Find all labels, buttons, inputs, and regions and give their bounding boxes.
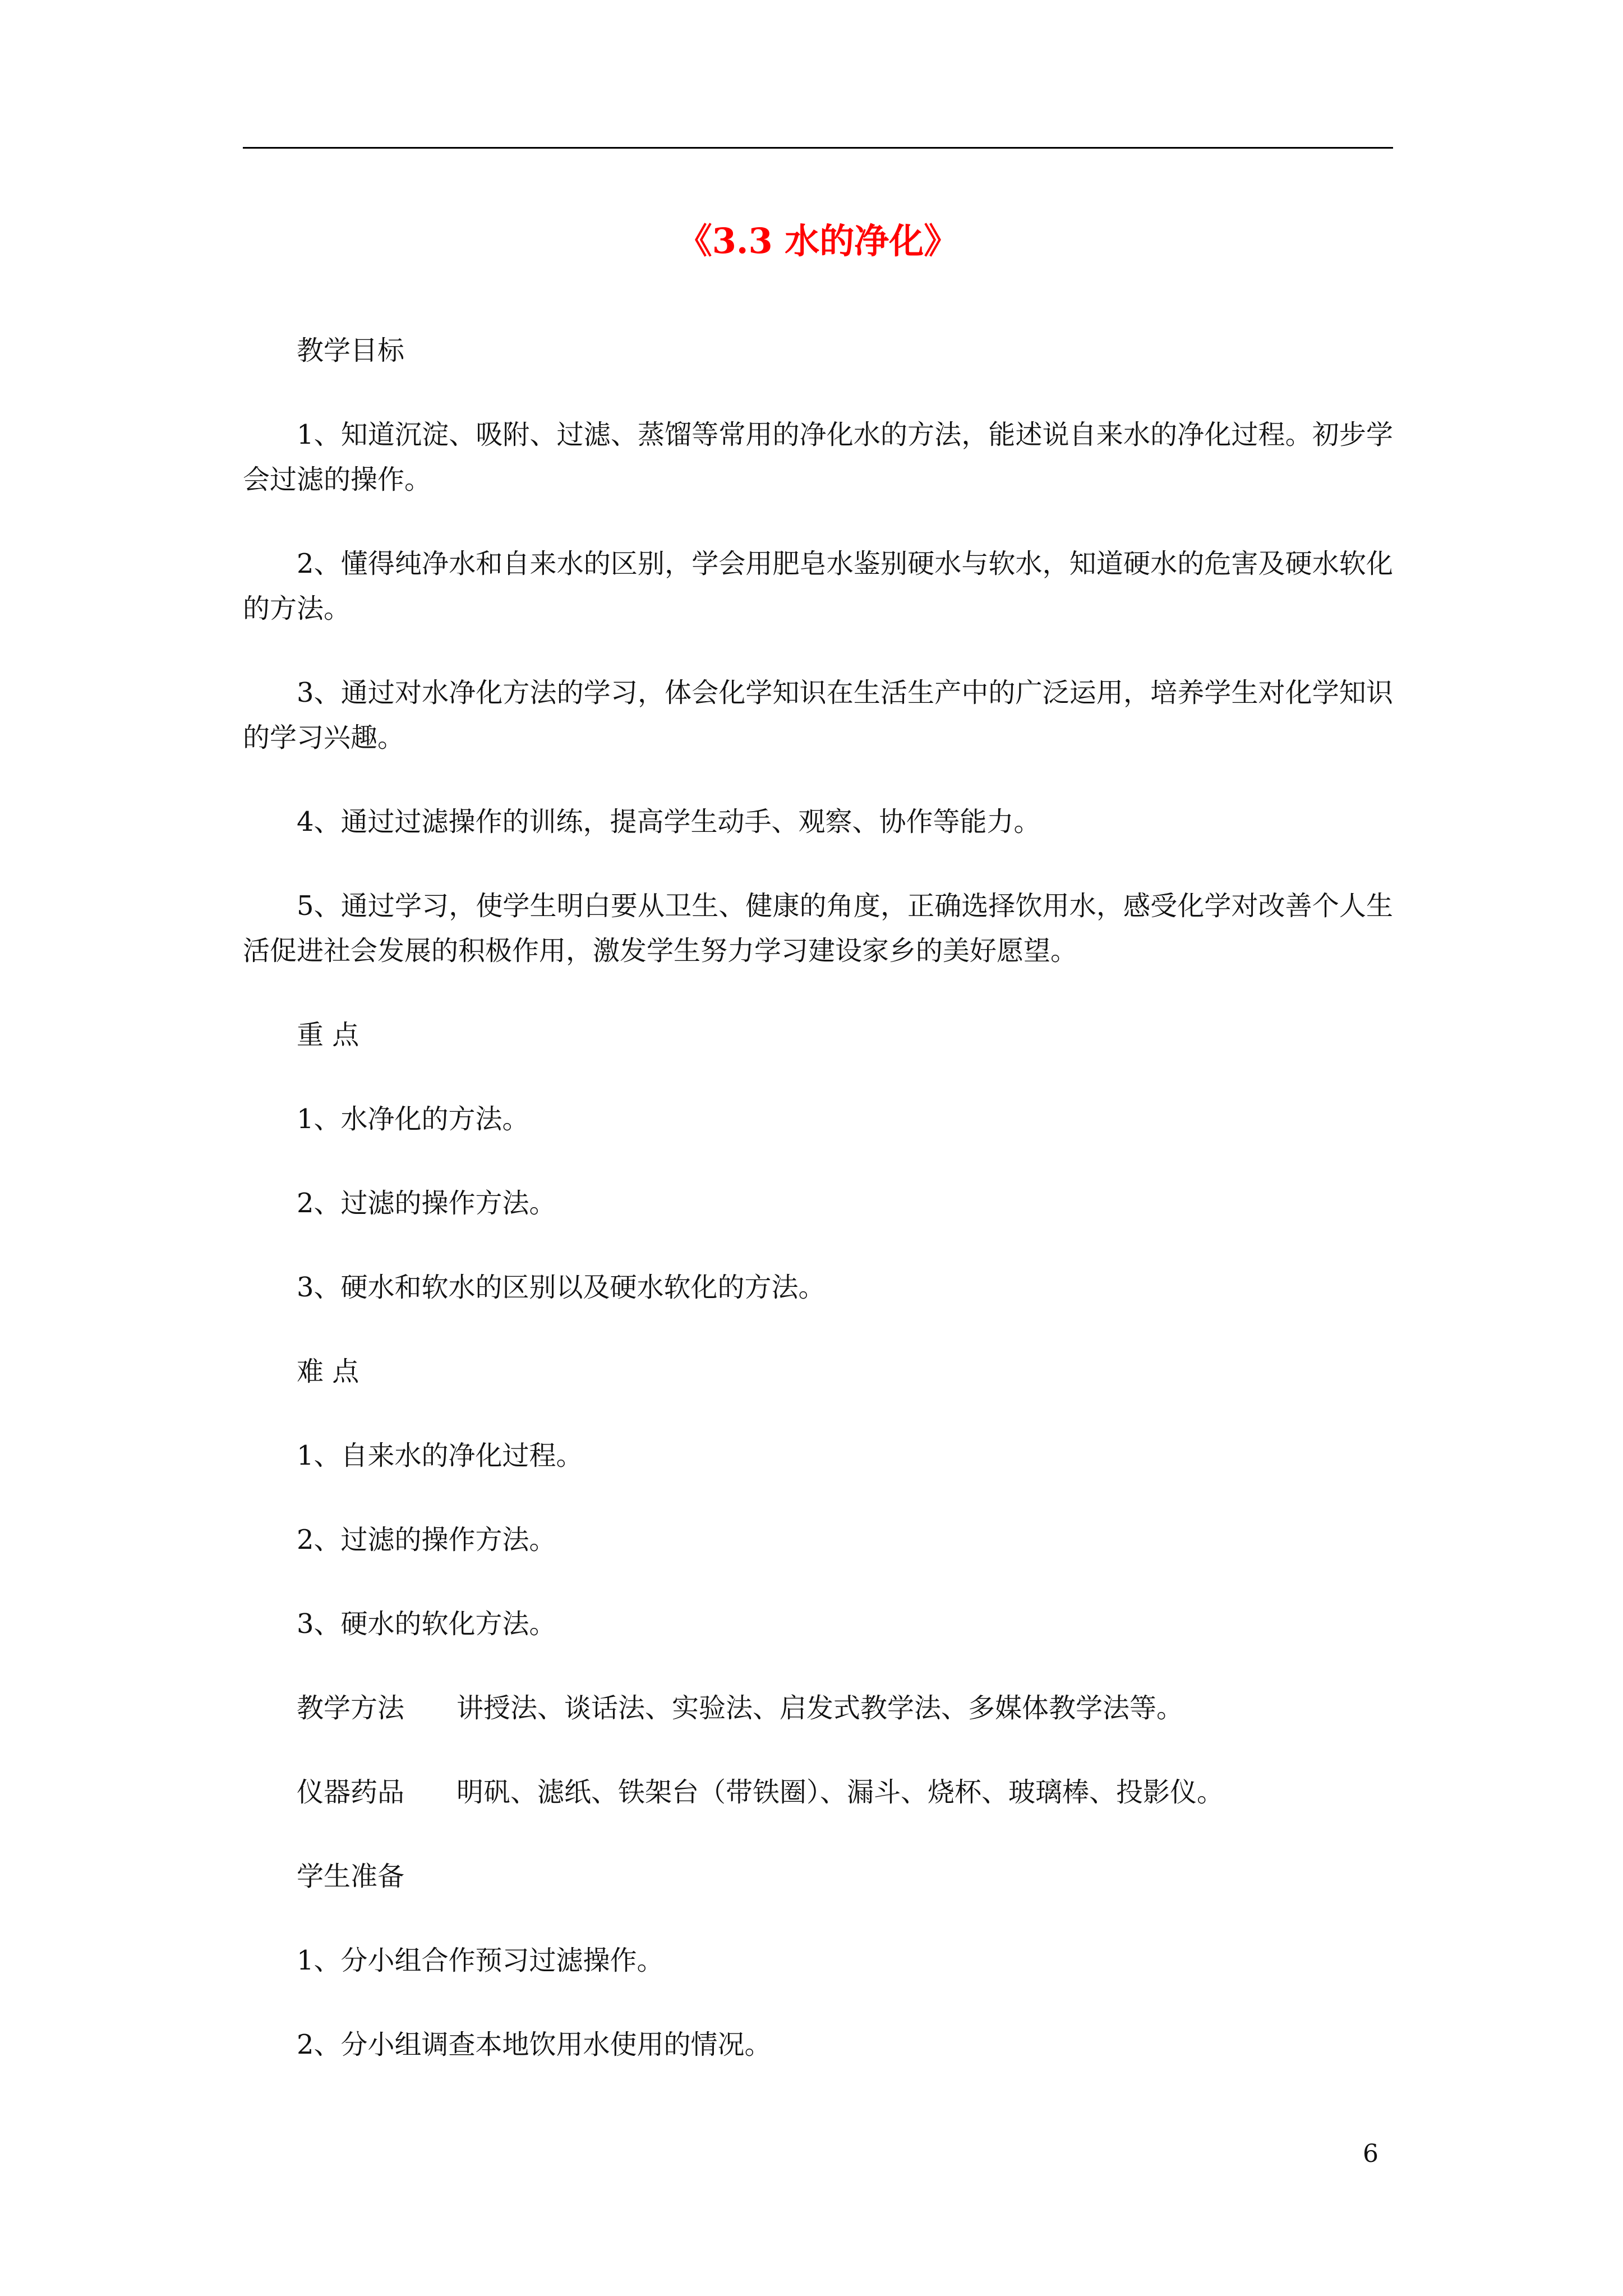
materials-row — [243, 1770, 1393, 1815]
materials-label: 仪器药品 — [297, 1777, 405, 1808]
difficulty-item: 1、自来水的净化过程。 — [297, 1440, 583, 1471]
difficulty-item: 3、硬水的软化方法。 — [297, 1608, 556, 1640]
methods-value: 讲授法、谈话法、实验法、启发式教学法、多媒体教学法等。 — [457, 1692, 1184, 1724]
objective-item: 1、知道沉淀、吸附、过滤、蒸馏等常用的净化水的方法，能述说自来水的净化过程。初步学会过滤的操作。 — [243, 419, 1393, 495]
key-points-heading: 重 点 — [297, 1019, 359, 1051]
difficulty-item: 2、过滤的操作方法。 — [297, 1524, 556, 1556]
objective-item: 3、通过对水净化方法的学习，体会化学知识在生活生产中的广泛运用，培养学生对化学知识的学习兴趣。 — [243, 677, 1393, 753]
student-prep-item: 1、分小组合作预习过滤操作。 — [297, 1945, 664, 1976]
document-body — [243, 328, 1393, 2106]
objective-item: 2、懂得纯净水和自来水的区别，学会用肥皂水鉴别硬水与软水，知道硬水的危害及硬水软化的方法。 — [243, 548, 1393, 624]
key-point-item: 2、过滤的操作方法。 — [297, 1188, 556, 1219]
methods-row — [243, 1686, 1393, 1731]
student-prep-item: 2、分小组调查本地饮用水使用的情况。 — [297, 2029, 772, 2060]
methods-label: 教学方法 — [297, 1692, 405, 1724]
objectives-heading: 教学目标 — [297, 335, 405, 366]
document-title: 《3.3 水的净化》 — [677, 220, 959, 261]
materials-value: 明矾、滤纸、铁架台（带铁圈）、漏斗、烧杯、玻璃棒、投影仪。 — [457, 1777, 1224, 1808]
key-point-item: 3、硬水和软水的区别以及硬水软化的方法。 — [297, 1272, 826, 1303]
page-number: 6 — [1363, 2139, 1378, 2168]
header-rule — [243, 147, 1393, 149]
difficulties-heading: 难 点 — [297, 1356, 359, 1387]
objective-item: 5、通过学习，使学生明白要从卫生、健康的角度，正确选择饮用水，感受化学对改善个人生活促进社会发展的积极作用，激发学生努力学习建设家乡的美好愿望。 — [243, 890, 1393, 967]
key-point-item: 1、水净化的方法。 — [297, 1103, 529, 1135]
student-prep-heading: 学生准备 — [297, 1861, 405, 1892]
objective-item: 4、通过过滤操作的训练，提高学生动手、观察、协作等能力。 — [297, 806, 1041, 838]
